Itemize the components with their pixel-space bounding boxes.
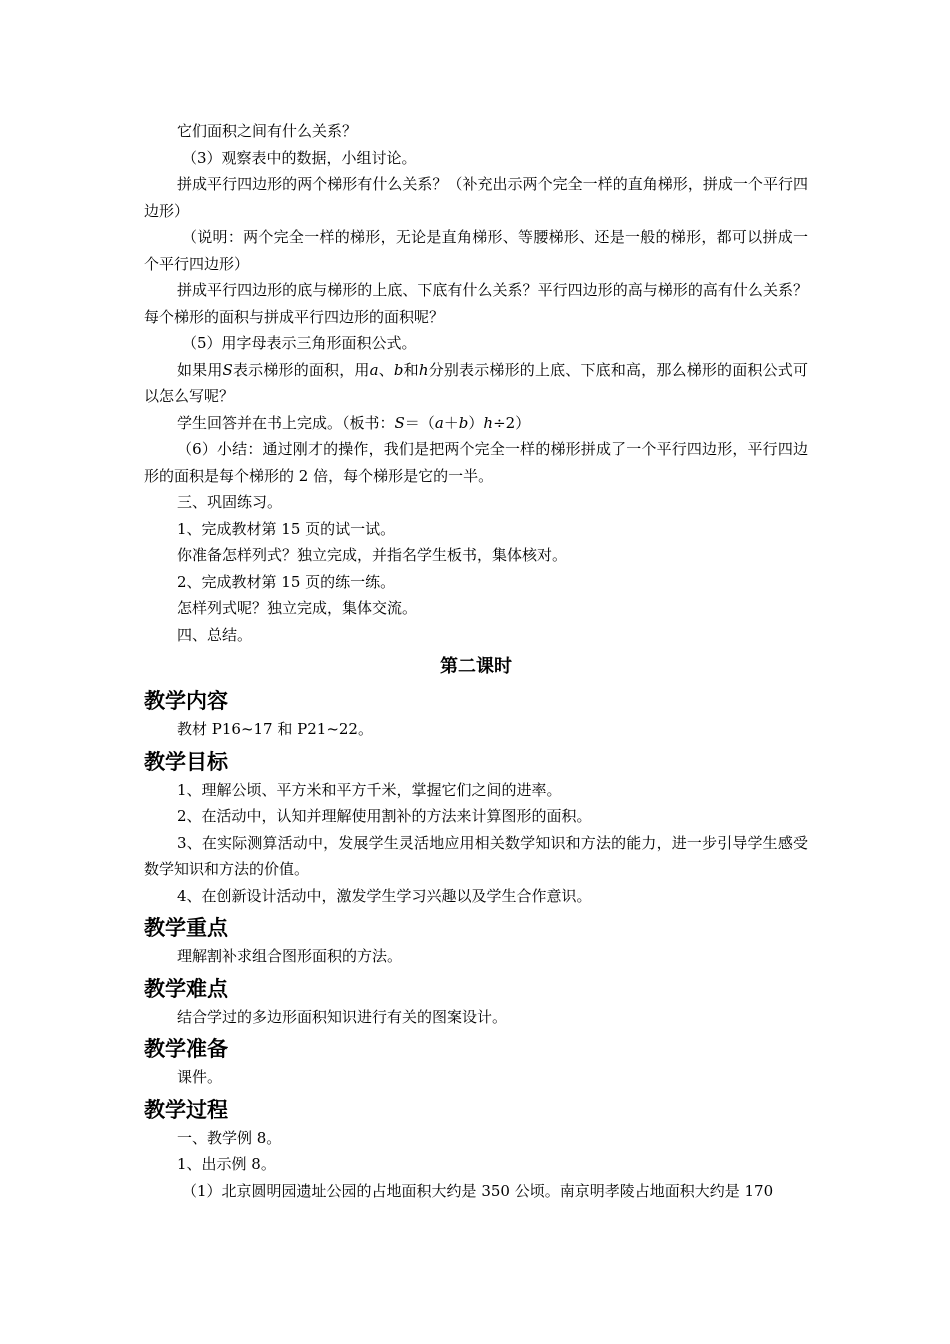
list-item: 1、理解公顷、平方米和平方千米，掌握它们之间的进率。: [177, 780, 562, 799]
math-var-a: a: [434, 413, 444, 432]
lesson-title: 第二课时: [440, 656, 512, 677]
text-run: ＋: [443, 413, 459, 432]
list-item: 4、在创新设计活动中，激发学生学习兴趣以及学生合作意识。: [177, 886, 592, 905]
paragraph: 课件。: [177, 1068, 223, 1086]
math-var-h: h: [418, 360, 429, 379]
math-var-a: a: [369, 360, 379, 379]
paragraph: 一、教学例 8。: [177, 1128, 282, 1147]
document-body: [144, 118, 808, 1204]
board-paragraph: [144, 410, 808, 437]
paragraph: （3）观察表中的数据，小组讨论。: [182, 148, 417, 167]
paragraph: 四、总结。: [177, 625, 253, 644]
list-item: 3、在实际测算活动中，发展学生灵活地应用相关数学知识和方法的能力，进一步引导学生感受数学知识和方法的价值。: [144, 833, 808, 878]
text-run: 学生回答并在书上完成。（板书：: [177, 413, 395, 432]
text-run: 如果用: [177, 360, 223, 379]
paragraph: 拼成平行四边形的底与梯形的上底、下底有什么关系？平行四边形的高与梯形的高有什么关系？每个梯形的面积与拼成平行四边形的面积呢？: [144, 281, 808, 326]
formula-paragraph: [144, 357, 808, 410]
text-run: 分别表示梯形的上底、下底和高，那么梯形的面积公式可以怎么写呢？: [144, 360, 808, 405]
math-var-b: b: [458, 413, 469, 432]
section-heading-preparation: 教学准备: [144, 1037, 228, 1061]
text-run: 表示梯形的面积，用: [232, 360, 370, 379]
math-var-h: h: [483, 413, 494, 432]
section-heading-content: 教学内容: [144, 689, 228, 713]
section-heading-process: 教学过程: [144, 1097, 228, 1122]
paragraph: 1、出示例 8。: [177, 1155, 276, 1173]
paragraph: 教材 P16~17 和 P21~22。: [177, 720, 373, 738]
paragraph: 1、完成教材第 15 页的试一试。: [177, 519, 396, 538]
section-heading-difficulty: 教学难点: [144, 976, 228, 1001]
section-heading-key-point: 教学重点: [144, 916, 228, 940]
paragraph: 它们面积之间有什么关系？: [177, 122, 358, 140]
paragraph: 三、巩固练习。: [177, 493, 283, 511]
list-item: 2、在活动中，认知并理解使用割补的方法来计算图形的面积。: [177, 807, 592, 825]
math-var-s: S: [394, 413, 405, 432]
paragraph: 怎样列式呢？独立完成，集体交流。: [177, 599, 418, 617]
text-run: 、: [378, 360, 394, 379]
text-run: ＝（: [404, 413, 435, 432]
paragraph: 你准备怎样列式？独立完成，并指名学生板书，集体核对。: [177, 546, 568, 564]
paragraph: （说明：两个完全一样的梯形，无论是直角梯形、等腰梯形、还是一般的梯形，都可以拼成一个平行四边形）: [144, 228, 808, 273]
text-run: ）: [468, 413, 484, 432]
text-run: 和: [403, 360, 419, 379]
paragraph: （1）北京圆明园遗址公园的占地面积大约是 350 公顷。南京明孝陵占地面积大约是 170: [182, 1181, 774, 1200]
math-var-b: b: [393, 360, 404, 379]
paragraph: 结合学过的多边形面积知识进行有关的图案设计。: [177, 1007, 508, 1026]
text-run: ÷2）: [493, 413, 531, 432]
paragraph: （6）小结：通过刚才的操作，我们是把两个完全一样的梯形拼成了一个平行四边形，平行四边形的面积是每个梯形的 2 倍，每个梯形是它的一半。: [144, 440, 808, 485]
paragraph: 拼成平行四边形的两个梯形有什么关系？（补充出示两个完全一样的直角梯形，拼成一个平行四边形）: [144, 175, 808, 220]
section-heading-objectives: 教学目标: [144, 749, 228, 774]
math-var-s: S: [222, 360, 233, 379]
paragraph: （5）用字母表示三角形面积公式。: [182, 334, 417, 352]
paragraph: 理解割补求组合图形面积的方法。: [177, 947, 403, 965]
paragraph: 2、完成教材第 15 页的练一练。: [177, 572, 396, 591]
